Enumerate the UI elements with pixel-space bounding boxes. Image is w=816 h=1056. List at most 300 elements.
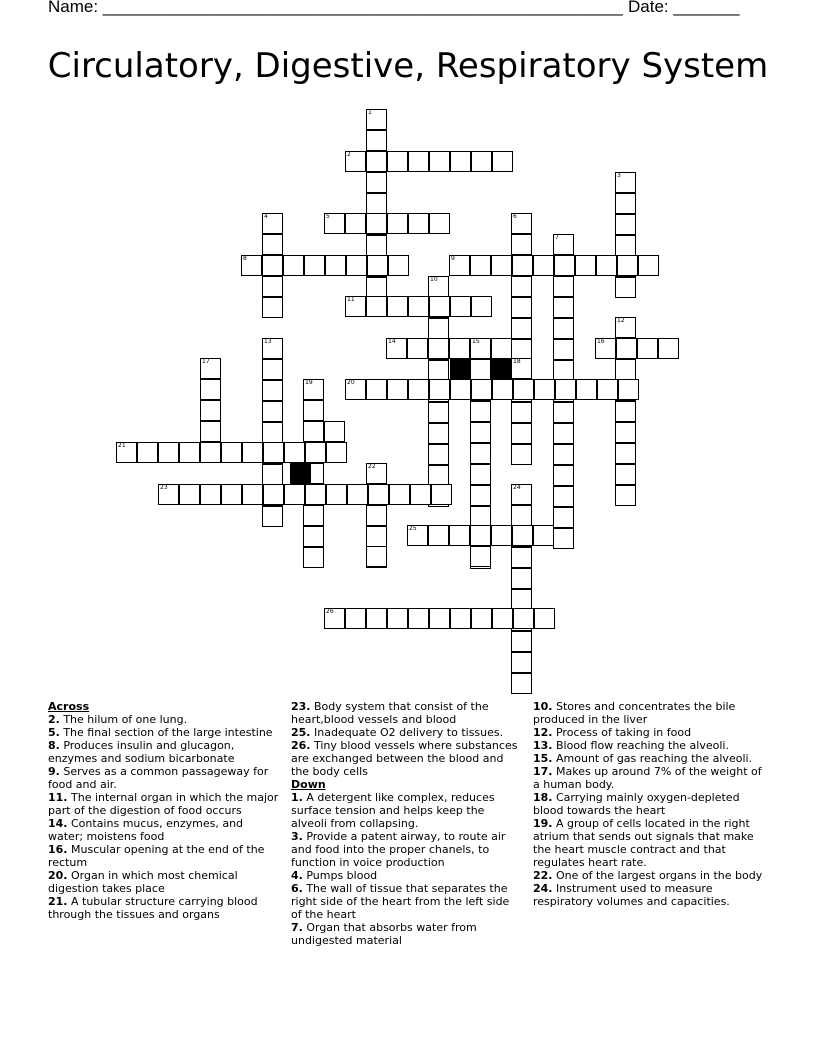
clue-text: A group of cells located in the right atrium that sends out signals that make the heart muscle contract and that regulates heart rate. bbox=[533, 817, 754, 869]
crossword-cell[interactable] bbox=[470, 422, 491, 443]
crossword-cell[interactable] bbox=[366, 172, 387, 193]
crossword-cell[interactable] bbox=[553, 507, 574, 528]
crossword-cell[interactable] bbox=[303, 421, 324, 442]
crossword-cell[interactable] bbox=[596, 255, 617, 276]
crossword-cell[interactable] bbox=[553, 528, 574, 549]
crossword-cell[interactable] bbox=[449, 338, 470, 359]
clue-item bbox=[533, 726, 765, 739]
crossword-cell[interactable] bbox=[429, 296, 450, 317]
crossword-cell[interactable] bbox=[492, 608, 513, 629]
crossword-cell[interactable] bbox=[491, 338, 512, 359]
crossword-cell[interactable] bbox=[366, 213, 387, 234]
clue-number: 13 bbox=[264, 338, 272, 345]
crossword-cell[interactable] bbox=[470, 401, 491, 422]
crossword-cell[interactable] bbox=[389, 484, 410, 505]
crossword-cell[interactable] bbox=[428, 465, 449, 486]
crossword-cell[interactable] bbox=[241, 255, 262, 276]
crossword-cell[interactable] bbox=[533, 255, 554, 276]
crossword-cell[interactable] bbox=[511, 402, 532, 423]
crossword-cell[interactable] bbox=[368, 484, 389, 505]
crossword-cell[interactable] bbox=[615, 193, 636, 214]
crossword-cell[interactable] bbox=[366, 463, 387, 484]
crossword-cell[interactable] bbox=[615, 277, 636, 298]
clue-number: 6. bbox=[291, 882, 303, 895]
crossword-cell[interactable] bbox=[618, 379, 639, 400]
clues-column-3 bbox=[533, 700, 765, 908]
crossword-cell[interactable] bbox=[410, 484, 431, 505]
clue-number: 14. bbox=[48, 817, 68, 830]
crossword-cell[interactable] bbox=[366, 151, 387, 172]
crossword-cell[interactable] bbox=[407, 525, 428, 546]
clue-number: 19. bbox=[533, 817, 553, 830]
crossword-cell[interactable] bbox=[512, 255, 533, 276]
crossword-cell[interactable] bbox=[366, 193, 387, 214]
clue-number: 9. bbox=[48, 765, 60, 778]
clue-item bbox=[533, 817, 765, 869]
crossword-cell[interactable] bbox=[428, 444, 449, 465]
clues-column-1 bbox=[48, 700, 280, 921]
crossword-cell[interactable] bbox=[511, 234, 532, 255]
crossword-cell[interactable] bbox=[471, 608, 492, 629]
crossword-cell[interactable] bbox=[303, 526, 324, 547]
crossword-cell[interactable] bbox=[408, 608, 429, 629]
crossword-cell[interactable] bbox=[470, 255, 491, 276]
clue-number: 16. bbox=[48, 843, 68, 856]
crossword-cell[interactable] bbox=[408, 213, 429, 234]
crossword-cell[interactable] bbox=[511, 339, 532, 360]
crossword-cell[interactable] bbox=[428, 423, 449, 444]
across-heading: Across bbox=[48, 700, 90, 713]
crossword-cell[interactable] bbox=[262, 422, 283, 443]
crossword-cell[interactable] bbox=[470, 506, 491, 527]
crossword-cell[interactable] bbox=[262, 297, 283, 318]
crossword-cell[interactable] bbox=[429, 151, 450, 172]
clue-item bbox=[48, 817, 280, 843]
crossword-cell[interactable] bbox=[408, 379, 429, 400]
crossword-cell[interactable] bbox=[305, 442, 326, 463]
clue-number: 25. bbox=[291, 726, 311, 739]
crossword-cell[interactable] bbox=[553, 402, 574, 423]
clue-number: 3. bbox=[291, 830, 303, 843]
crossword-cell[interactable] bbox=[615, 485, 636, 506]
crossword-cell[interactable] bbox=[511, 423, 532, 444]
crossword-cell[interactable] bbox=[553, 444, 574, 465]
crossword-cell[interactable] bbox=[492, 151, 513, 172]
crossword-cell[interactable] bbox=[284, 484, 305, 505]
crossword-cell[interactable] bbox=[595, 338, 616, 359]
crossword-cell[interactable] bbox=[449, 525, 470, 546]
black-cell bbox=[290, 463, 311, 484]
clue-number: 23. bbox=[291, 700, 311, 713]
clue-item bbox=[48, 843, 280, 869]
clue-text: Makes up around 7% of the weight of a human body. bbox=[533, 765, 762, 791]
crossword-cell[interactable] bbox=[616, 338, 637, 359]
clue-number: 19 bbox=[305, 379, 313, 386]
crossword-cell[interactable] bbox=[366, 277, 387, 298]
crossword-cell[interactable] bbox=[200, 421, 221, 442]
clue-text: A tubular structure carrying blood through the tissues and organs bbox=[48, 895, 258, 921]
clue-text: A detergent like complex, reduces surface tension and helps keep the alveoli from collapsing. bbox=[291, 791, 495, 830]
crossword-cell[interactable] bbox=[615, 464, 636, 485]
crossword-cell[interactable] bbox=[553, 276, 574, 297]
crossword-cell[interactable] bbox=[179, 484, 200, 505]
crossword-cell[interactable] bbox=[324, 608, 345, 629]
crossword-cell[interactable] bbox=[324, 421, 345, 442]
crossword-cell[interactable] bbox=[431, 484, 452, 505]
clue-number: 4. bbox=[291, 869, 303, 882]
down-clue-list bbox=[291, 791, 523, 947]
crossword-cell[interactable] bbox=[324, 213, 345, 234]
crossword-cell[interactable] bbox=[262, 401, 283, 422]
clue-number: 22. bbox=[533, 869, 553, 882]
clue-number: 26 bbox=[326, 608, 334, 615]
crossword-cell[interactable] bbox=[387, 296, 408, 317]
crossword-cell[interactable] bbox=[366, 296, 387, 317]
page-title: Circulatory, Digestive, Respiratory System bbox=[47, 46, 769, 86]
crossword-cell[interactable] bbox=[615, 422, 636, 443]
crossword-cell[interactable] bbox=[200, 379, 221, 400]
clue-number: 22 bbox=[368, 463, 376, 470]
crossword-cell[interactable] bbox=[511, 213, 532, 234]
crossword-cell[interactable] bbox=[471, 151, 492, 172]
crossword-cell[interactable] bbox=[534, 379, 555, 400]
crossword-cell[interactable] bbox=[511, 652, 532, 673]
clue-item bbox=[48, 713, 280, 726]
crossword-cell[interactable] bbox=[407, 338, 428, 359]
down-clue-list-continued bbox=[533, 700, 765, 908]
crossword-cell[interactable] bbox=[262, 276, 283, 297]
crossword-cell[interactable] bbox=[346, 255, 367, 276]
crossword-cell[interactable] bbox=[429, 213, 450, 234]
crossword-cell[interactable] bbox=[221, 484, 242, 505]
crossword-cell[interactable] bbox=[553, 318, 574, 339]
crossword-cell[interactable] bbox=[553, 465, 574, 486]
crossword-cell[interactable] bbox=[366, 608, 387, 629]
crossword-cell[interactable] bbox=[262, 255, 283, 276]
crossword-cell[interactable] bbox=[387, 151, 408, 172]
crossword-cell[interactable] bbox=[615, 172, 636, 193]
clue-number: 20 bbox=[347, 379, 355, 386]
clues-column-2 bbox=[291, 700, 523, 947]
crossword-cell[interactable] bbox=[367, 255, 388, 276]
crossword-cell[interactable] bbox=[429, 608, 450, 629]
crossword-cell[interactable] bbox=[263, 442, 284, 463]
crossword-cell[interactable] bbox=[638, 255, 659, 276]
clue-item bbox=[533, 765, 765, 791]
crossword-cell[interactable] bbox=[428, 276, 449, 297]
clue-number: 16 bbox=[597, 338, 605, 345]
crossword-cell[interactable] bbox=[553, 423, 574, 444]
clue-item bbox=[48, 869, 280, 895]
crossword-cell[interactable] bbox=[470, 525, 491, 546]
clue-number: 3 bbox=[617, 172, 621, 179]
crossword-cell[interactable] bbox=[511, 484, 532, 505]
clue-item bbox=[48, 791, 280, 817]
across-clue-list bbox=[48, 713, 280, 921]
date-field[interactable]: Date: _______ bbox=[628, 0, 740, 16]
crossword-cell[interactable] bbox=[262, 506, 283, 527]
clue-number: 26. bbox=[291, 739, 311, 752]
crossword-cell[interactable] bbox=[511, 444, 532, 465]
clue-text: Body system that consist of the heart,blood vessels and blood bbox=[291, 700, 489, 726]
crossword-cell[interactable] bbox=[284, 442, 305, 463]
crossword-cell[interactable] bbox=[576, 379, 597, 400]
crossword-cell[interactable] bbox=[200, 400, 221, 421]
crossword-cell[interactable] bbox=[347, 484, 368, 505]
crossword-cell[interactable] bbox=[553, 297, 574, 318]
crossword-cell[interactable] bbox=[303, 379, 324, 400]
crossword-cell[interactable] bbox=[575, 255, 596, 276]
crossword-cell[interactable] bbox=[303, 547, 324, 568]
clue-text: Amount of gas reaching the alveoli. bbox=[552, 752, 753, 765]
crossword-cell[interactable] bbox=[491, 255, 512, 276]
clue-number: 5 bbox=[326, 213, 330, 220]
crossword-cell[interactable] bbox=[345, 151, 366, 172]
crossword-cell[interactable] bbox=[262, 213, 283, 234]
crossword-cell[interactable] bbox=[513, 608, 534, 629]
crossword-cell[interactable] bbox=[428, 402, 449, 423]
crossword-cell[interactable] bbox=[305, 484, 326, 505]
clue-item bbox=[48, 765, 280, 791]
crossword-cell[interactable] bbox=[470, 359, 491, 380]
crossword-cell[interactable] bbox=[511, 276, 532, 297]
clue-item bbox=[291, 791, 523, 830]
crossword-cell[interactable] bbox=[262, 338, 283, 359]
clue-number: 8 bbox=[243, 255, 247, 262]
crossword-cell[interactable] bbox=[615, 359, 636, 380]
clue-text: Organ that absorbs water from undigested material bbox=[291, 921, 477, 947]
clue-item bbox=[533, 700, 765, 726]
across-clue-list-continued bbox=[291, 700, 523, 778]
crossword-cell[interactable] bbox=[470, 338, 491, 359]
crossword-cell[interactable] bbox=[533, 525, 554, 546]
clue-number: 5. bbox=[48, 726, 60, 739]
clue-number: 7 bbox=[555, 234, 559, 241]
crossword-cell[interactable] bbox=[511, 673, 532, 694]
crossword-cell[interactable] bbox=[615, 401, 636, 422]
clue-text: One of the largest organs in the body bbox=[552, 869, 763, 882]
clue-text: Provide a patent airway, to route air and food into the proper chanels, to function in voice production bbox=[291, 830, 506, 869]
clue-text: Process of taking in food bbox=[552, 726, 692, 739]
clue-number: 14 bbox=[388, 338, 396, 345]
crossword-cell[interactable] bbox=[450, 296, 471, 317]
clue-item bbox=[291, 882, 523, 921]
clue-number: 6 bbox=[513, 213, 517, 220]
clue-item bbox=[48, 739, 280, 765]
clue-item bbox=[291, 739, 523, 778]
crossword-cell[interactable] bbox=[263, 484, 284, 505]
clue-text: Tiny blood vessels where substances are exchanged between the blood and the body cells bbox=[291, 739, 518, 778]
crossword-cell[interactable] bbox=[262, 234, 283, 255]
crossword-cell[interactable] bbox=[555, 379, 576, 400]
crossword-cell[interactable] bbox=[221, 442, 242, 463]
clue-number: 15 bbox=[472, 338, 480, 345]
crossword-cell[interactable] bbox=[366, 130, 387, 151]
crossword-cell[interactable] bbox=[449, 255, 470, 276]
crossword-cell[interactable] bbox=[262, 380, 283, 401]
clue-number: 21. bbox=[48, 895, 68, 908]
crossword-cell[interactable] bbox=[262, 464, 283, 485]
crossword-cell[interactable] bbox=[200, 442, 221, 463]
crossword-cell[interactable] bbox=[511, 547, 532, 568]
crossword-cell[interactable] bbox=[387, 379, 408, 400]
crossword-cell[interactable] bbox=[137, 442, 158, 463]
clue-number: 7. bbox=[291, 921, 303, 934]
crossword-cell[interactable] bbox=[242, 484, 263, 505]
crossword-cell[interactable] bbox=[511, 297, 532, 318]
crossword-cell[interactable] bbox=[597, 379, 618, 400]
crossword-cell[interactable] bbox=[428, 338, 449, 359]
crossword-cell[interactable] bbox=[615, 235, 636, 256]
clue-text: Produces insulin and glucagon, enzymes and sodium bicarbonate bbox=[48, 739, 235, 765]
crossword-cell[interactable] bbox=[304, 255, 325, 276]
crossword-cell[interactable] bbox=[450, 151, 471, 172]
clue-number: 4 bbox=[264, 213, 268, 220]
crossword-cell[interactable] bbox=[345, 213, 366, 234]
crossword-cell[interactable] bbox=[512, 525, 533, 546]
crossword-cell[interactable] bbox=[366, 235, 387, 256]
crossword-cell[interactable] bbox=[408, 296, 429, 317]
crossword-cell[interactable] bbox=[470, 443, 491, 464]
crossword-cell[interactable] bbox=[429, 379, 450, 400]
clue-number: 2 bbox=[347, 151, 351, 158]
crossword-cell[interactable] bbox=[158, 442, 179, 463]
black-cell bbox=[491, 358, 512, 379]
clue-number: 13. bbox=[533, 739, 553, 752]
crossword-cell[interactable] bbox=[242, 442, 263, 463]
clue-item bbox=[533, 869, 765, 882]
crossword-cell[interactable] bbox=[511, 358, 532, 379]
crossword-cell[interactable] bbox=[386, 338, 407, 359]
clue-item bbox=[291, 921, 523, 947]
crossword-cell[interactable] bbox=[262, 359, 283, 380]
clue-number: 11. bbox=[48, 791, 68, 804]
clue-text: Serves as a common passageway for food and air. bbox=[48, 765, 269, 791]
crossword-cell[interactable] bbox=[470, 546, 491, 567]
crossword-cell[interactable] bbox=[428, 525, 449, 546]
clue-item bbox=[291, 869, 523, 882]
crossword-cell[interactable] bbox=[658, 338, 679, 359]
clue-text: Pumps blood bbox=[302, 869, 378, 882]
crossword-cell[interactable] bbox=[303, 400, 324, 421]
clue-number: 10 bbox=[430, 276, 438, 283]
crossword-cell[interactable] bbox=[471, 379, 492, 400]
crossword-cell[interactable] bbox=[615, 443, 636, 464]
clue-text: The internal organ in which the major part of the digestion of food occurs bbox=[48, 791, 279, 817]
clue-number: 24. bbox=[533, 882, 553, 895]
crossword-cell[interactable] bbox=[511, 631, 532, 652]
down-heading: Down bbox=[291, 778, 326, 791]
crossword-cell[interactable] bbox=[511, 505, 532, 526]
name-field[interactable]: Name: _______________________________________________________ bbox=[48, 0, 623, 16]
clue-number: 12 bbox=[617, 317, 625, 324]
clue-text: The hilum of one lung. bbox=[59, 713, 188, 726]
clue-number: 8. bbox=[48, 739, 60, 752]
crossword-cell[interactable] bbox=[345, 296, 366, 317]
crossword-cell[interactable] bbox=[325, 255, 346, 276]
clue-number: 12. bbox=[533, 726, 553, 739]
crossword-cell[interactable] bbox=[366, 505, 387, 526]
clue-item bbox=[291, 700, 523, 726]
clue-text: Carrying mainly oxygen-depleted blood towards the heart bbox=[533, 791, 740, 817]
crossword-cell[interactable] bbox=[326, 484, 347, 505]
crossword-cell[interactable] bbox=[408, 151, 429, 172]
clue-item bbox=[533, 739, 765, 752]
crossword-cell[interactable] bbox=[366, 109, 387, 130]
clue-item bbox=[48, 726, 280, 739]
clue-number: 1. bbox=[291, 791, 303, 804]
crossword-cell[interactable] bbox=[428, 318, 449, 339]
crossword-cell[interactable] bbox=[511, 568, 532, 589]
crossword-cell[interactable] bbox=[511, 589, 532, 610]
crossword-cell[interactable] bbox=[450, 379, 471, 400]
clue-number: 10. bbox=[533, 700, 553, 713]
crossword-cell[interactable] bbox=[387, 213, 408, 234]
crossword-cell[interactable] bbox=[534, 608, 555, 629]
crossword-cell[interactable] bbox=[326, 442, 347, 463]
crossword-cell[interactable] bbox=[366, 546, 387, 567]
crossword-cell[interactable] bbox=[513, 379, 534, 400]
crossword-cell[interactable] bbox=[428, 360, 449, 381]
crossword-cell[interactable] bbox=[511, 318, 532, 339]
crossword-cell[interactable] bbox=[553, 360, 574, 381]
crossword-cell[interactable] bbox=[491, 525, 512, 546]
crossword-cell[interactable] bbox=[450, 608, 471, 629]
crossword-cell[interactable] bbox=[200, 484, 221, 505]
crossword-cell[interactable] bbox=[554, 255, 575, 276]
clue-number: 17 bbox=[202, 358, 210, 365]
black-cell bbox=[450, 358, 471, 379]
crossword-cell[interactable] bbox=[200, 358, 221, 379]
crossword-cell[interactable] bbox=[158, 484, 179, 505]
clue-text: Inadequate O2 delivery to tissues. bbox=[310, 726, 504, 739]
clue-item bbox=[533, 752, 765, 765]
clue-number: 11 bbox=[347, 296, 355, 303]
crossword-cell[interactable] bbox=[553, 234, 574, 255]
crossword-cell[interactable] bbox=[553, 339, 574, 360]
crossword-cell[interactable] bbox=[553, 486, 574, 507]
crossword-cell[interactable] bbox=[366, 526, 387, 547]
clue-number: 20. bbox=[48, 869, 68, 882]
crossword-cell[interactable] bbox=[388, 255, 409, 276]
crossword-cell[interactable] bbox=[345, 608, 366, 629]
clue-number: 17. bbox=[533, 765, 553, 778]
crossword-cell[interactable] bbox=[615, 317, 636, 338]
crossword-cell[interactable] bbox=[617, 255, 638, 276]
clue-item bbox=[533, 791, 765, 817]
clue-number: 9 bbox=[451, 255, 455, 262]
clue-number: 2. bbox=[48, 713, 60, 726]
crossword-cell[interactable] bbox=[387, 608, 408, 629]
crossword-cell[interactable] bbox=[470, 464, 491, 485]
crossword-cell[interactable] bbox=[615, 214, 636, 235]
crossword-cell[interactable] bbox=[179, 442, 200, 463]
crossword-cell[interactable] bbox=[345, 379, 366, 400]
clue-number: 23 bbox=[160, 484, 168, 491]
clue-text: Blood flow reaching the alveoli. bbox=[552, 739, 729, 752]
clue-item bbox=[291, 830, 523, 869]
crossword-cell[interactable] bbox=[637, 338, 658, 359]
crossword-cell[interactable] bbox=[116, 442, 137, 463]
clue-text: Instrument used to measure respiratory volumes and capacities. bbox=[533, 882, 730, 908]
crossword-cell[interactable] bbox=[283, 255, 304, 276]
clue-text: Contains mucus, enzymes, and water; moistens food bbox=[48, 817, 244, 843]
crossword-cell[interactable] bbox=[492, 379, 513, 400]
crossword-cell[interactable] bbox=[471, 296, 492, 317]
crossword-cell[interactable] bbox=[366, 379, 387, 400]
crossword-cell[interactable] bbox=[303, 505, 324, 526]
crossword-cell[interactable] bbox=[470, 485, 491, 506]
